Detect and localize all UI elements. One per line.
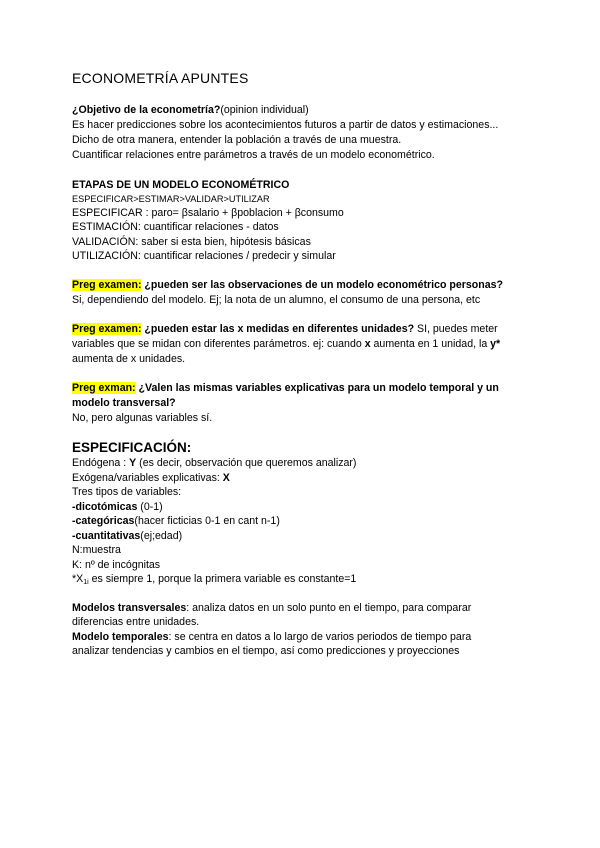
preg2-q: ¿pueden estar las x medidas en diferentes unidades?	[141, 323, 415, 335]
preg2-a2a: variables que se midan con diferentes parámetros. ej: cuando	[72, 338, 365, 350]
preg3-q1: ¿Valen las mismas variables explicativas para un modelo temporal y un	[135, 382, 499, 394]
x1i-desc: es siempre 1, porque la primera variable es constante=1	[88, 573, 357, 585]
temporales-label: Modelo temporales	[72, 631, 169, 643]
preg1-answer: Si, dependiendo del modelo. Ej; la nota de un alumno, el consumo de una persona, etc	[72, 294, 481, 306]
preg2-a1: SI, puedes meter	[414, 323, 498, 335]
preg3-tag: Preg exman:	[72, 382, 136, 394]
incognitas-line: K: nº de incógnitas	[72, 559, 161, 571]
etapas-line-1: ESPECIFICAR : paro= βsalario + βpoblacion + βconsumo	[72, 207, 344, 219]
transversales-label: Modelos transversales	[72, 602, 187, 614]
especificacion-heading: ESPECIFICACIÓN:	[72, 440, 192, 455]
endogena-label: Endógena :	[72, 457, 130, 469]
exogena-line	[72, 472, 230, 485]
x1i-var: *X	[72, 573, 84, 585]
preg2-question	[72, 323, 498, 336]
muestra-line: N:muestra	[72, 544, 121, 556]
categoricas-label: -categóricas	[72, 515, 135, 527]
preg3-answer: No, pero algunas variables sí.	[72, 412, 213, 424]
preg2-answer-line-2	[72, 338, 500, 351]
preg3-question-1	[72, 382, 499, 395]
temporales-line-2: analizar tendencias y cambios en el tiempo, así como predicciones y proyecciones	[72, 645, 460, 657]
preg1-tag: Preg examen:	[72, 279, 142, 291]
dicotomicas-label: -dicotómicas	[72, 501, 138, 513]
etapas-sequence: ESPECIFICAR>ESTIMAR>VALIDAR>UTILIZAR	[72, 194, 270, 204]
categoricas-line	[72, 515, 280, 528]
objetivo-q: ¿Objetivo de la econometría?	[72, 104, 221, 116]
categoricas-desc: (hacer ficticias 0-1 en cant n-1)	[134, 515, 280, 527]
tres-tipos-line: Tres tipos de variables:	[72, 486, 182, 498]
temporales-line-1	[72, 631, 471, 644]
etapas-line-2: ESTIMACIÓN: cuantificar relaciones - datos	[72, 221, 279, 233]
etapas-line-3: VALIDACIÓN: saber si esta bien, hipótesis básicas	[72, 236, 311, 248]
exogena-x: X	[222, 472, 230, 484]
objetivo-line-3: Cuantificar relaciones entre parámetros a través de un modelo econométrico.	[72, 149, 435, 161]
temporales-desc: : se centra en datos a lo largo de varios periodos de tiempo para	[168, 631, 472, 643]
preg3-question-2: modelo transversal?	[72, 397, 176, 409]
preg2-y: y*	[490, 338, 501, 350]
x1i-line	[72, 573, 356, 589]
objetivo-note: (opinion individual)	[220, 104, 309, 116]
transversales-desc: : analiza datos en un solo punto en el tiempo, para comparar	[186, 602, 472, 614]
etapas-line-4: UTILIZACIÓN: cuantificar relaciones / predecir y simular	[72, 250, 336, 262]
preg2-answer-line-3: aumenta de x unidades.	[72, 353, 186, 365]
exogena-label: Exógena/variables explicativas:	[72, 472, 223, 484]
x1i-subscript: 1i	[83, 579, 89, 586]
cuantitativas-desc: (ej;edad)	[140, 530, 183, 542]
preg2-x: x	[364, 338, 371, 350]
endogena-line	[72, 457, 356, 470]
objetivo-question	[72, 104, 309, 117]
cuantitativas-line	[72, 530, 182, 543]
preg1-question	[72, 279, 503, 292]
page-title: ECONOMETRÍA APUNTES	[72, 70, 249, 86]
endogena-y: Y	[129, 457, 137, 469]
preg2-a2b: aumenta en 1 unidad, la	[370, 338, 491, 350]
endogena-desc: (es decir, observación que queremos analizar)	[136, 457, 357, 469]
dicotomicas-line	[72, 501, 163, 514]
transversales-line-2: diferencias entre unidades.	[72, 616, 200, 628]
objetivo-line-2: Dicho de otra manera, entender la población a través de una muestra.	[72, 134, 402, 146]
etapas-heading: ETAPAS DE UN MODELO ECONOMÉTRICO	[72, 179, 290, 191]
objetivo-line-1: Es hacer predicciones sobre los acontecimientos futuros a partir de datos y estimaciones...	[72, 119, 499, 131]
preg2-tag: Preg examen:	[72, 323, 142, 335]
dicotomicas-desc: (0-1)	[137, 501, 163, 513]
transversales-line-1	[72, 602, 471, 615]
cuantitativas-label: -cuantitativas	[72, 530, 141, 542]
preg1-q: ¿pueden ser las observaciones de un modelo econométrico personas?	[141, 279, 503, 291]
